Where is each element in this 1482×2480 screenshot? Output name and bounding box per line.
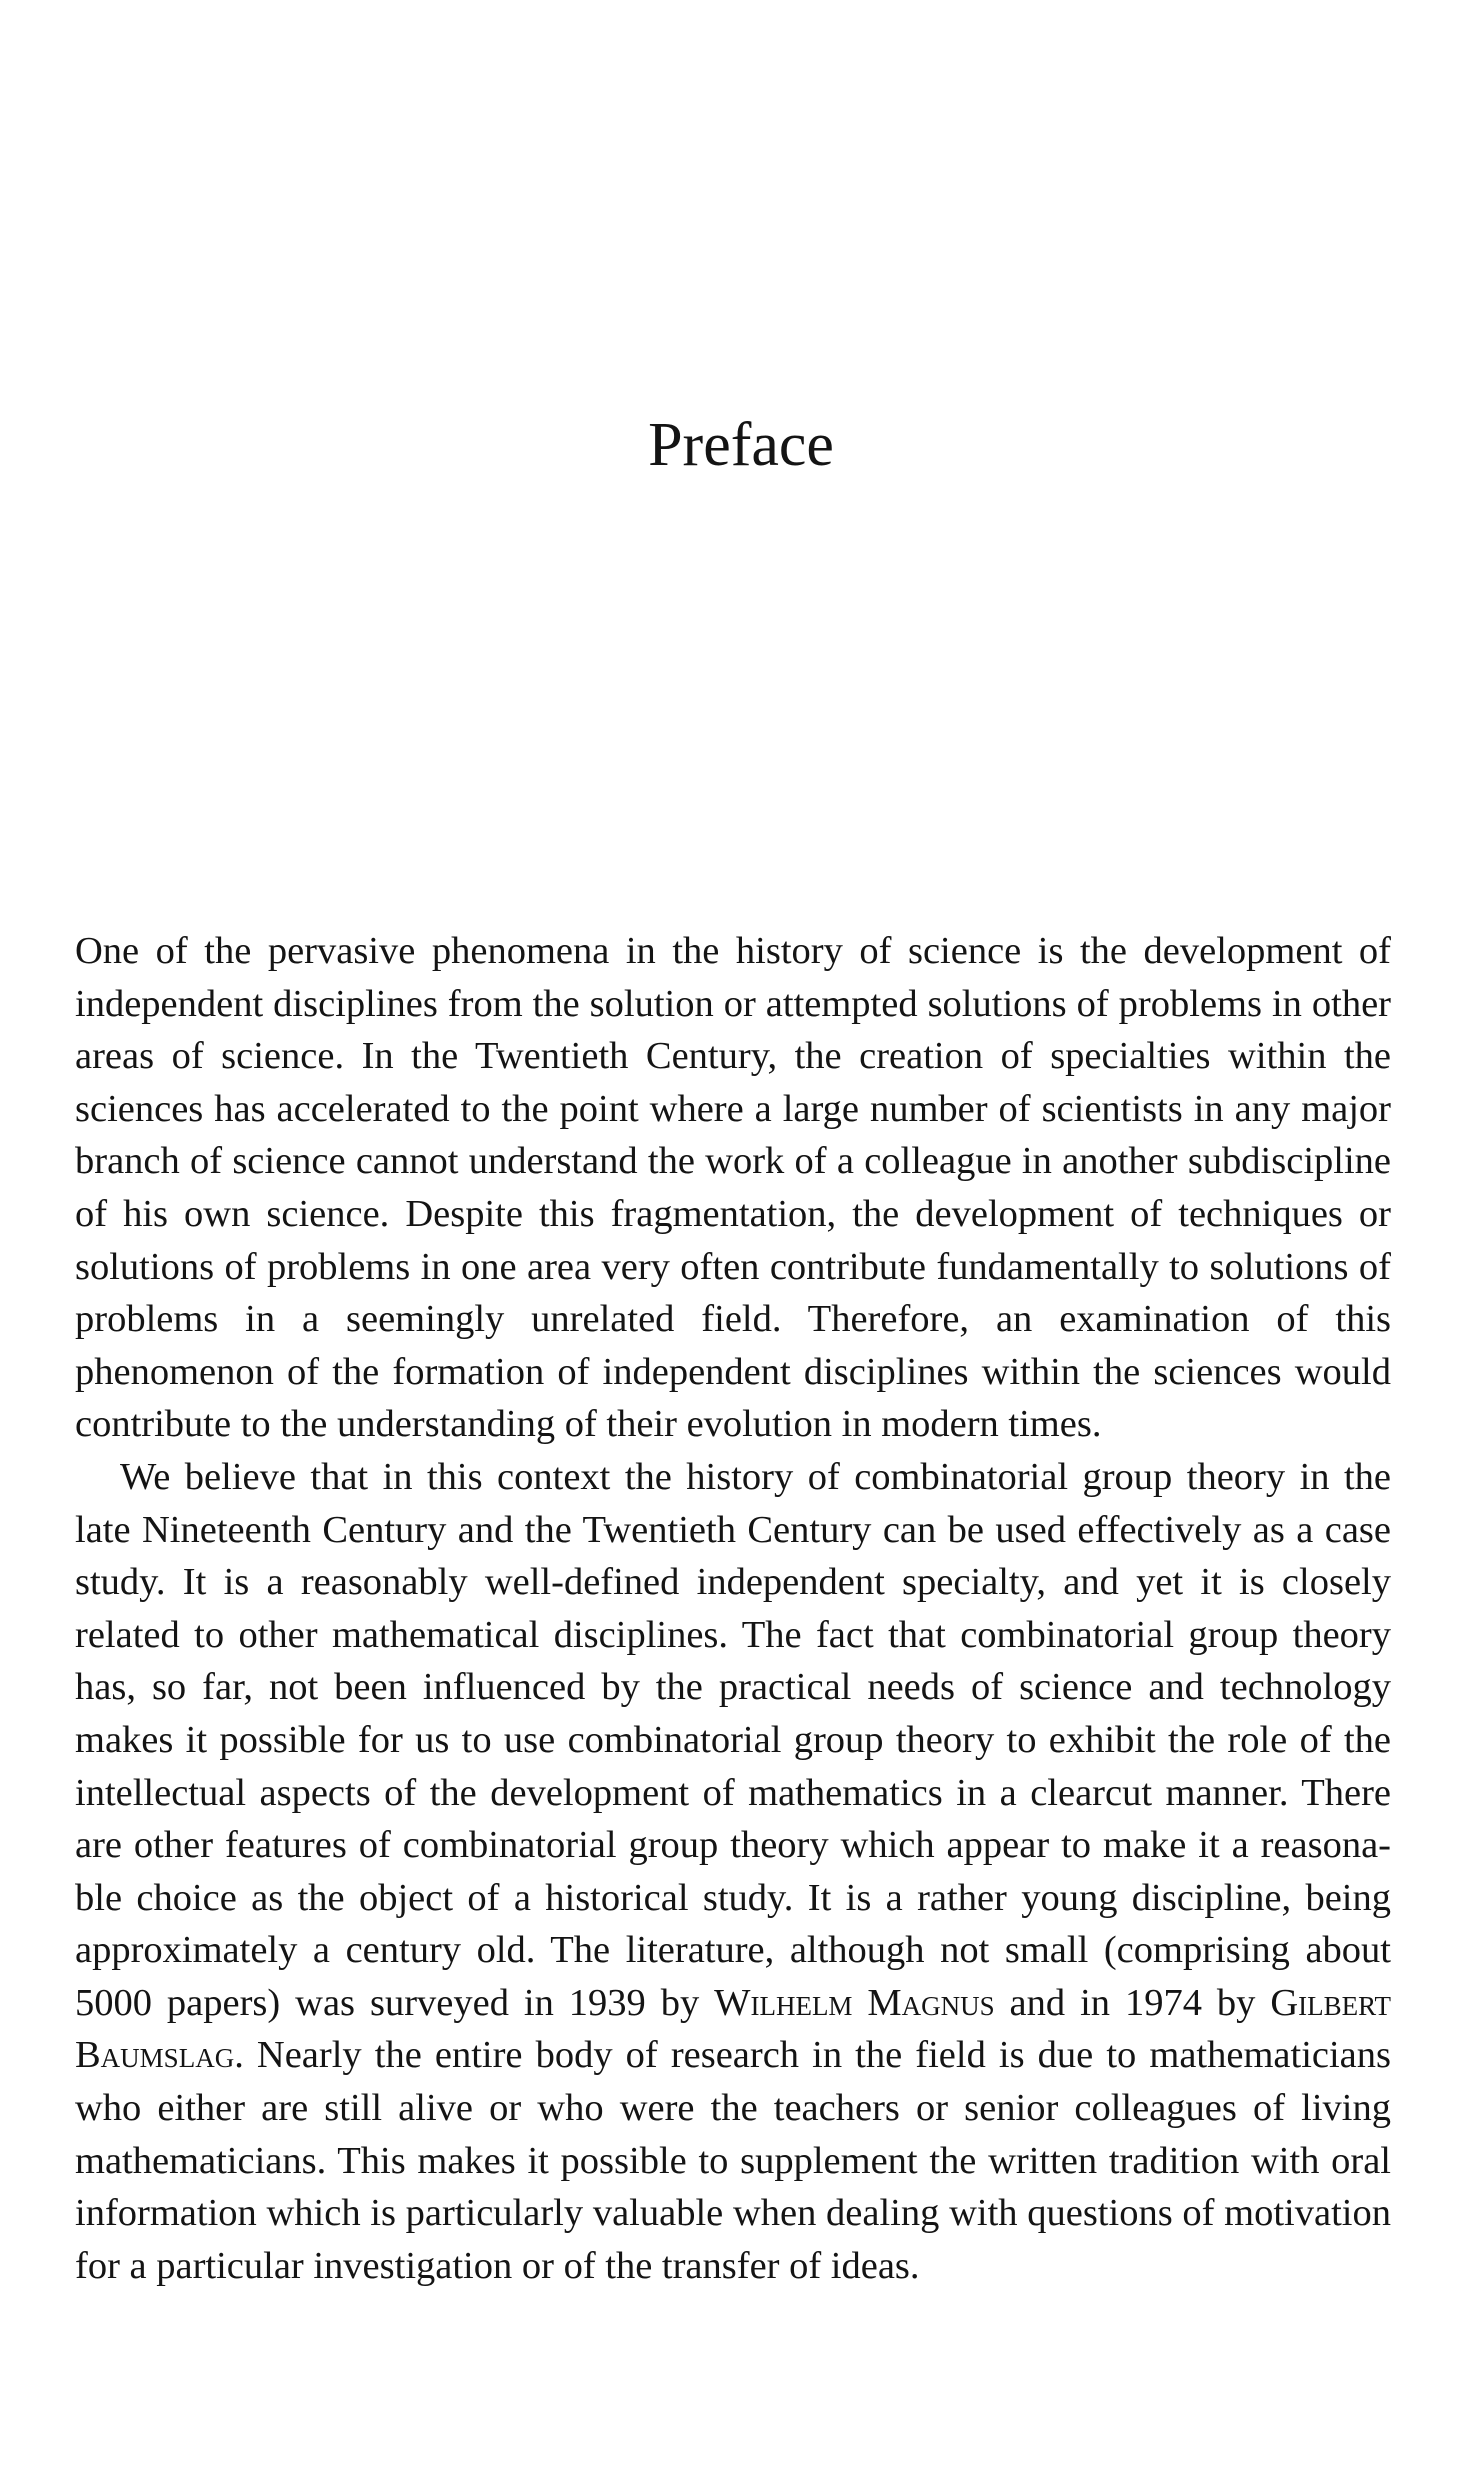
paragraph-2-text-b: and in 1974 by xyxy=(994,1981,1271,2024)
preface-body xyxy=(75,925,1391,2292)
paragraph-2 xyxy=(75,1451,1391,2293)
author-name-baumslag: Gilbert Baumslag xyxy=(75,1981,1391,2077)
page-title: Preface xyxy=(648,411,834,479)
paragraph-2-text-a: We believe that in this context the history of combinatorial group theory in the late Nineteenth Century and the Twentieth Century can be used effectively as a case study. It is a reasonably well-defined independent specialty, and yet it is closely related to other mathematical disciplines. The fact that combinatorial group theory has, so far, not been influenced by the practical needs of science and technology makes it possible for us to use combinatorial group theory to exhibit the role of the intellectual aspects of the development of mathematics in a clearcut manner. There are other features of combinatorial group theory which appear to make it a reasonable choice as the object of a historical study. It is a rather young discipline, being approximately a century old. The literature, although not small (comprising about 5000 papers) was surveyed in 1939 by xyxy=(75,1455,1391,2024)
author-name-magnus: Wilhelm Magnus xyxy=(714,1981,995,2024)
paragraph-2-text-c: . Nearly the entire body of research in the field is due to mathematicians who either are still alive or who were the teachers or senior colleagues of living mathematicians. This makes it possible to supplement the written tradition with oral information which is particularly valuable when dealing with questions of motivation for a particular investigation or of the transfer of ideas. xyxy=(75,2034,1391,2287)
paragraph-1 xyxy=(75,925,1391,1451)
paragraph-1-text: One of the pervasive phenomena in the history of science is the development of independent disciplines from the solution or attempted solutions of problems in other areas of science. In the Twentieth Century, the creation of specialties within the sciences has accelerated to the point where a large number of scientists in any major branch of science cannot understand the work of a colleague in another subdiscipline of his own science. Despite this fragmentation, the development of techniques or solutions of problems in one area very often contribute fundamentally to solutions of problems in a seemingly unrelated field. Therefore, an examination of this phenomenon of the formation of independent disciplines within the sciences would contribute to the understanding of their evolution in modern times. xyxy=(75,930,1391,1446)
